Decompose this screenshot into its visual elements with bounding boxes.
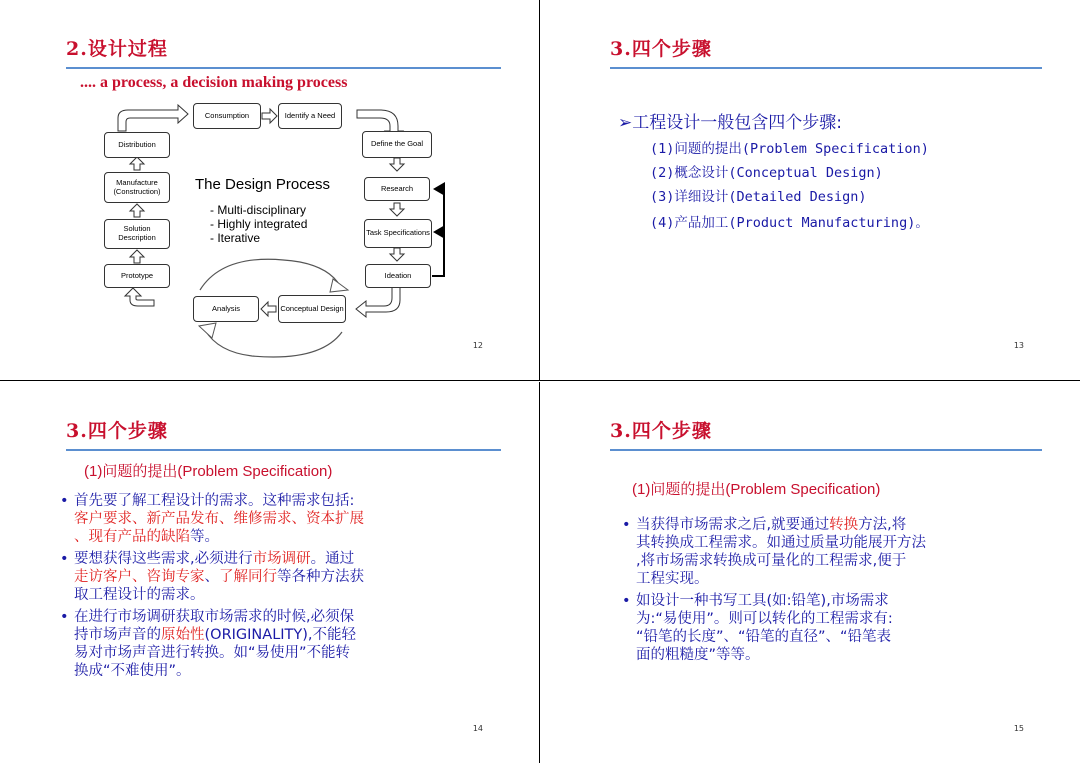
- text-line: 如设计一种书写工具(如:铅笔),市场需求: [636, 593, 889, 609]
- text-line: (ORIGINALITY),不能轻: [204, 627, 357, 643]
- step-item: (2)概念设计(Conceptual Design): [650, 165, 883, 181]
- slide-title: 3.四个步骤: [610, 38, 712, 60]
- step-item: (3)详细设计(Detailed Design): [650, 189, 867, 205]
- text-line: 为:“易使用”。则可以转化的工程需求有:: [636, 611, 893, 627]
- text-line: 当获得市场需求之后,就要通过: [636, 517, 830, 533]
- bullet-dot-icon: •: [622, 517, 631, 533]
- text-line: 首先要了解工程设计的需求。这种需求包括:: [74, 493, 355, 509]
- step-item: (1)问题的提出(Problem Specification): [650, 141, 929, 157]
- box-define-goal: Define the Goal: [362, 131, 432, 158]
- box-solution-description: Solution Description: [104, 219, 170, 249]
- arrow-icon: [390, 248, 404, 261]
- page-number: 13: [1013, 341, 1024, 350]
- highlight-text: 转换: [829, 517, 859, 533]
- text-line: 其转换成工程需求。如通过质量功能展开方法: [636, 535, 926, 551]
- diagram-center-title: The Design Process: [195, 176, 331, 193]
- text-line: 工程实现。: [636, 571, 709, 587]
- box-identify-need: Identify a Need: [278, 103, 342, 129]
- text-line: ,将市场需求转换成可量化的工程需求,便于: [636, 553, 907, 569]
- highlight-text: 了解同行: [219, 569, 277, 585]
- arrow-icon: [330, 279, 348, 292]
- bullet-dot-icon: •: [60, 551, 69, 567]
- slide-15: [540, 382, 1080, 763]
- iteration-arc: [200, 259, 340, 290]
- box-ideation: Ideation: [365, 264, 431, 288]
- bullet-paragraph: [60, 550, 364, 604]
- page-number: 12: [472, 341, 483, 350]
- slide-title: 3.四个步骤: [610, 420, 712, 442]
- text-line: 、: [204, 569, 219, 585]
- highlight-text: 走访客户、咨询专家: [74, 569, 205, 585]
- box-conceptual-design: Conceptual Design: [278, 295, 346, 323]
- arrow-icon: [356, 287, 400, 317]
- step-subtitle: (1)问题的提出(Problem Specification): [632, 481, 881, 498]
- box-distribution: Distribution: [104, 132, 170, 158]
- slide-subtitle: .... a process, a decision making process: [80, 74, 348, 91]
- title-rule: [66, 449, 501, 451]
- iteration-arc: [205, 330, 342, 357]
- text-line: 方法,将: [858, 517, 907, 533]
- step-item: (4)产品加工(Product Manufacturing)。: [650, 215, 929, 231]
- slide-12: [0, 0, 540, 381]
- box-research: Research: [364, 177, 430, 201]
- box-consumption: Consumption: [193, 103, 261, 129]
- text-line: 要想获得这些需求,必须进行: [74, 551, 253, 567]
- arrow-icon: [261, 302, 276, 316]
- box-task-specifications: Task Specifications: [364, 219, 432, 248]
- box-prototype: Prototype: [104, 264, 170, 288]
- title-rule: [610, 449, 1042, 451]
- bullet-item: - Highly integrated: [210, 217, 308, 231]
- arrow-icon: [390, 158, 404, 171]
- bullet-dot-icon: •: [622, 593, 631, 609]
- bullet-dot-icon: •: [60, 493, 69, 509]
- bullet-paragraph: [622, 516, 926, 588]
- bullet-paragraph: [60, 608, 357, 680]
- arrow-icon: [130, 204, 144, 217]
- text-line: 换成“不难使用”。: [74, 663, 191, 679]
- box-analysis: Analysis: [193, 296, 259, 322]
- slide-title: 2.设计过程: [66, 38, 168, 60]
- bullet-item: - Iterative: [210, 231, 261, 245]
- arrow-icon: [262, 109, 277, 123]
- bullet-paragraph: [60, 492, 364, 546]
- text-line: 取工程设计的需求。: [74, 587, 205, 603]
- slide-title: 3.四个步骤: [66, 420, 168, 442]
- text-line: “铅笔的长度”、“铅笔的直径”、“铅笔表: [636, 629, 892, 645]
- text-line: 等。: [190, 529, 219, 545]
- arrow-icon: [390, 203, 404, 216]
- diagram-bullets: [210, 203, 307, 245]
- page-number: 15: [1013, 724, 1024, 733]
- title-rule: [610, 67, 1042, 69]
- text-line: 等各种方法获: [277, 569, 364, 585]
- step-subtitle: (1)问题的提出(Problem Specification): [84, 463, 333, 480]
- highlight-text: 市场调研: [252, 551, 311, 567]
- arrow-icon: [118, 105, 188, 131]
- text-line: 持市场声音的: [74, 627, 161, 643]
- text-line: 、现有产品的缺陷: [74, 529, 190, 545]
- arrow-icon: [130, 157, 144, 170]
- text-line: 在进行市场调研获取市场需求的时候,必须保: [74, 609, 355, 625]
- arrow-icon: [199, 323, 216, 338]
- arrow-icon: [130, 250, 144, 263]
- bullet-paragraph: [622, 592, 893, 664]
- arrow-icon: [125, 288, 154, 306]
- bullet-item: - Multi-disciplinary: [210, 203, 307, 217]
- steps-heading: ➢工程设计一般包含四个步骤:: [618, 113, 842, 133]
- text-line: 客户要求、新产品发布、维修需求、资本扩展: [74, 511, 364, 527]
- slide-13: [540, 0, 1080, 381]
- page-number: 14: [472, 724, 483, 733]
- text-line: 易对市场声音进行转换。如“易使用”不能转: [74, 645, 351, 661]
- box-manufacture: Manufacture (Construction): [104, 172, 170, 203]
- text-line: 面的粗糙度”等等。: [636, 647, 760, 663]
- slide-14: [0, 382, 540, 763]
- highlight-text: 原始性: [161, 627, 205, 643]
- text-line: 。通过: [310, 551, 355, 567]
- bullet-dot-icon: •: [60, 609, 69, 625]
